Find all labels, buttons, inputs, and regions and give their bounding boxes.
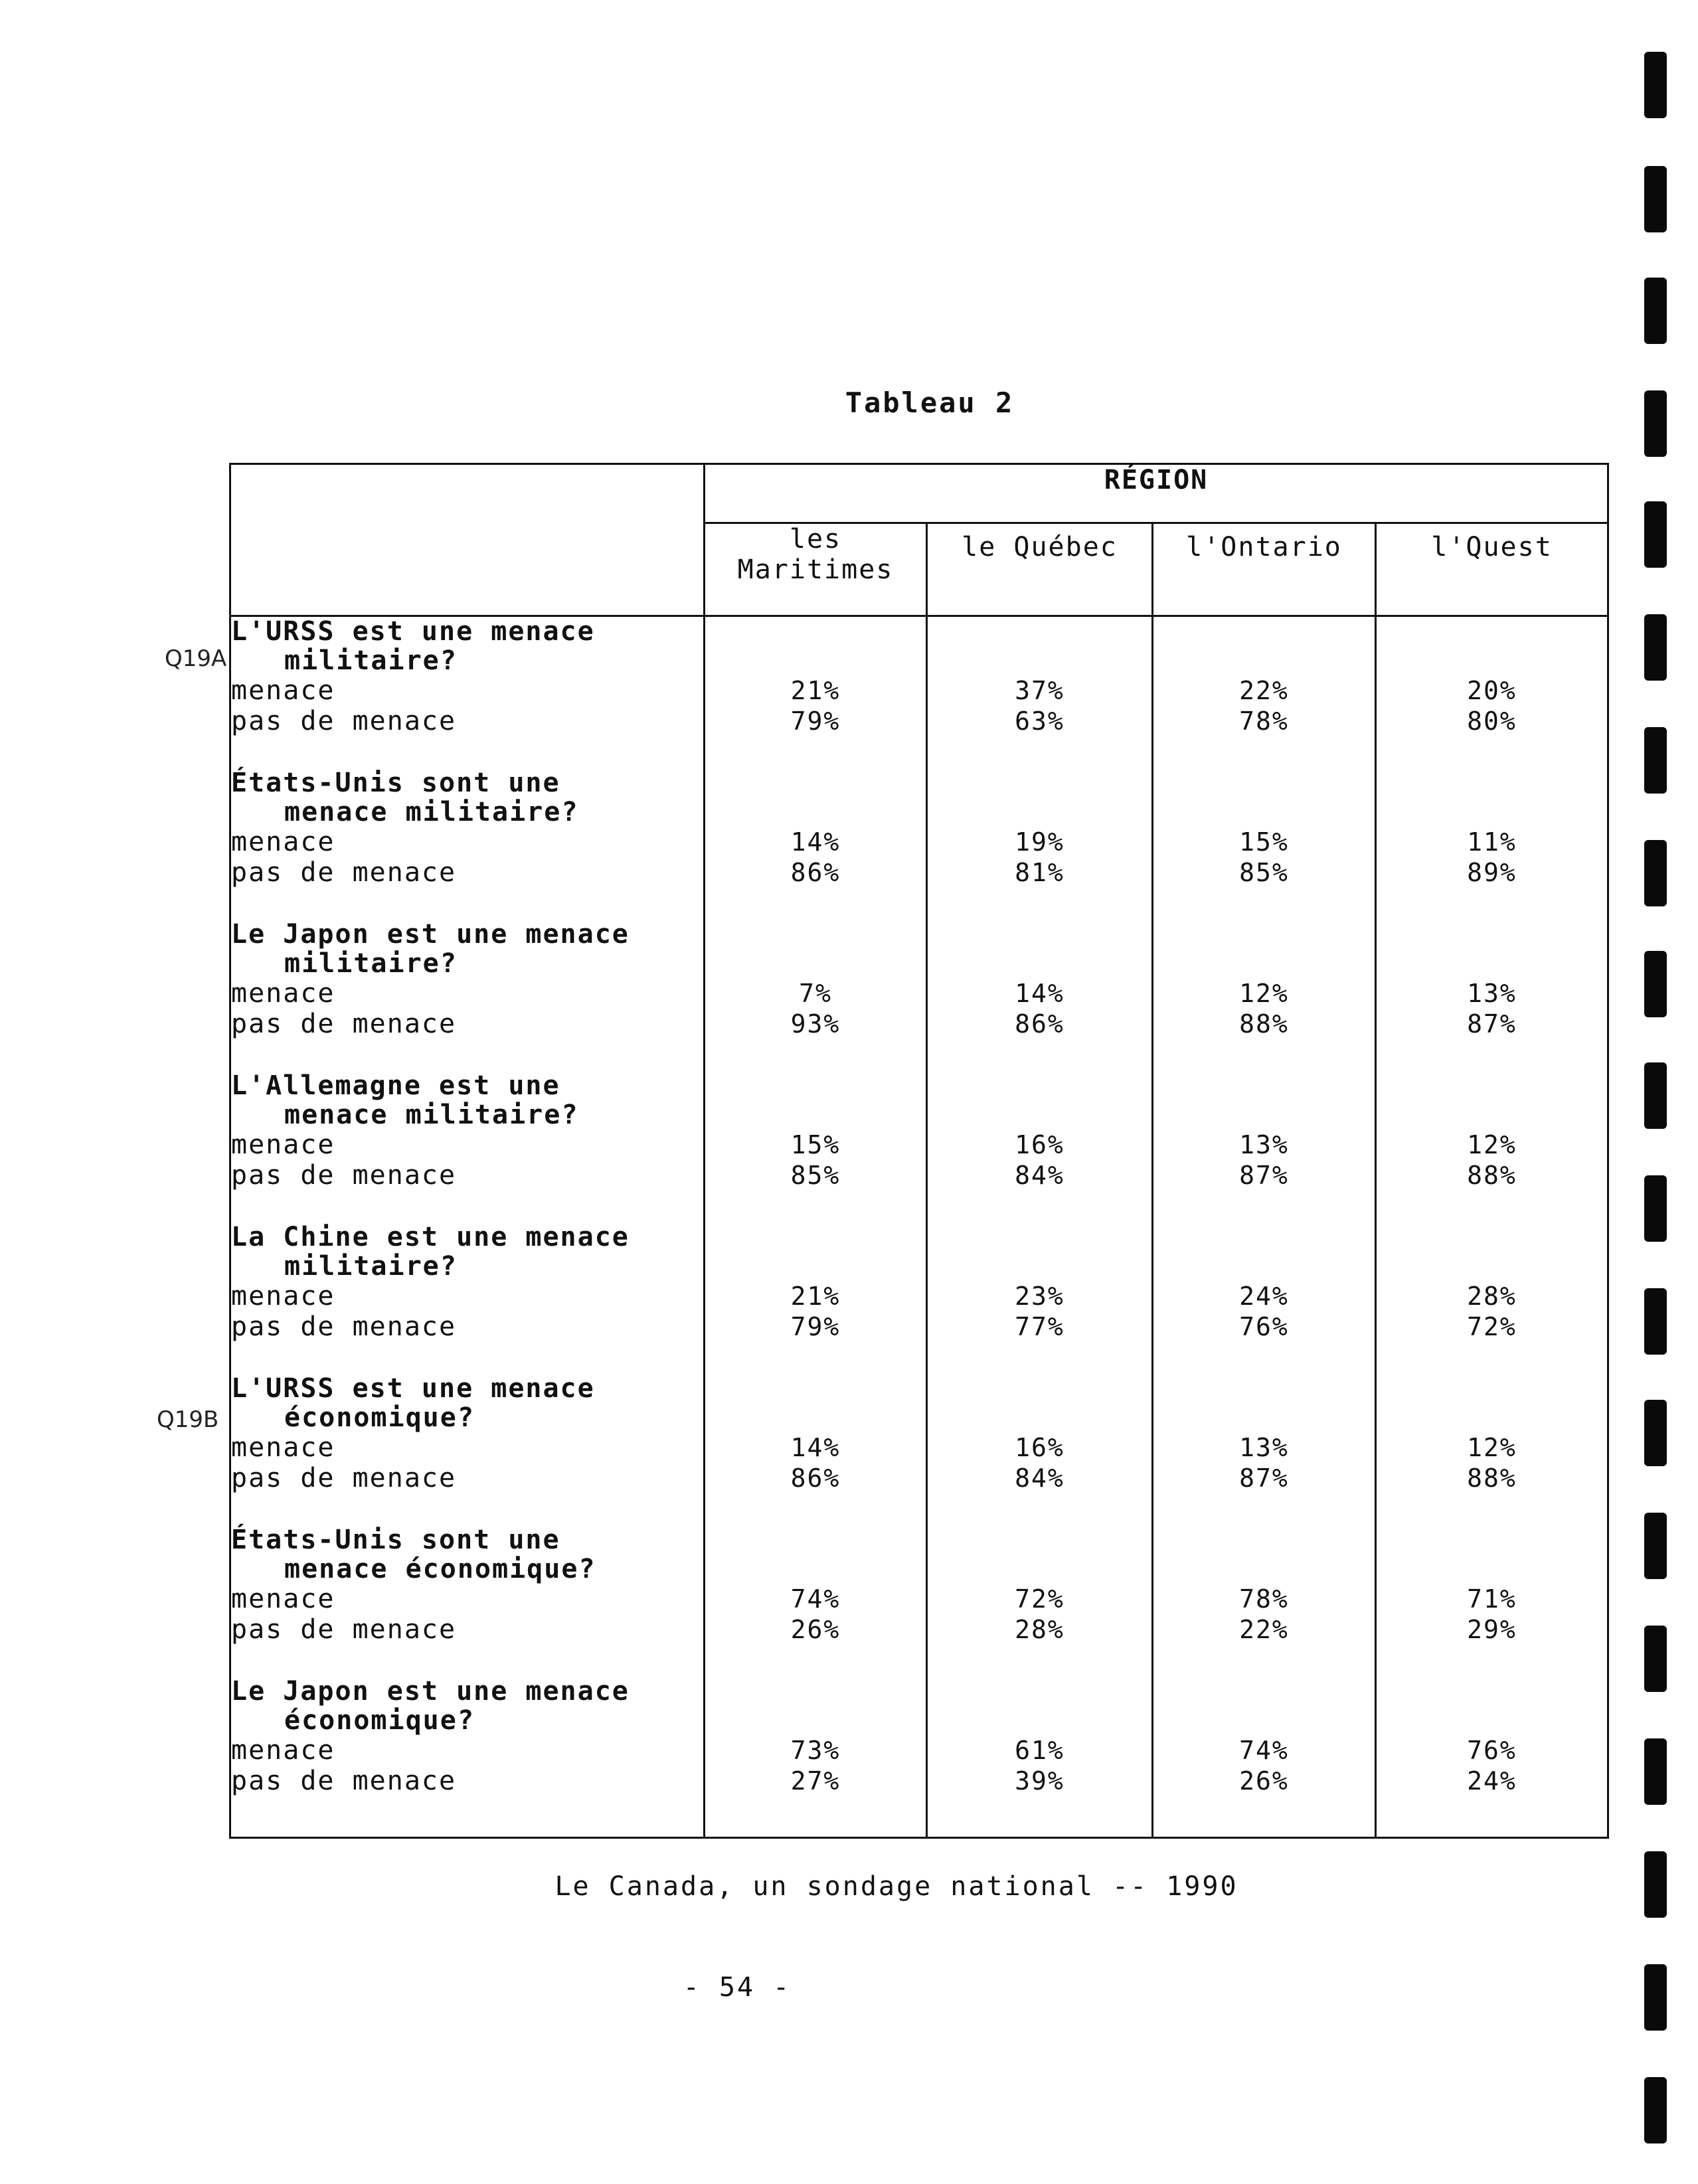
- question-line-2: militaire?: [284, 1251, 458, 1282]
- column-header-line: les: [789, 524, 842, 554]
- value-pas-de-menace: 87%: [1467, 1009, 1517, 1039]
- value-menace: 61%: [1015, 1736, 1064, 1765]
- value-block: [928, 1071, 1151, 1222]
- value-pas-de-menace: 88%: [1239, 1009, 1289, 1039]
- option-label-pas-de-menace: pas de menace: [231, 1009, 457, 1039]
- binder-hole-mark: [1644, 1626, 1667, 1692]
- binder-hole-mark: [1644, 614, 1667, 681]
- binder-hole-mark: [1644, 1851, 1667, 1918]
- option-label-menace: menace: [231, 1584, 335, 1614]
- value-pas-de-menace: 85%: [1239, 858, 1289, 887]
- question-block: [231, 1071, 703, 1222]
- value-menace: 16%: [1015, 1130, 1064, 1159]
- column-header-line: l'Ontario: [1186, 532, 1342, 562]
- binder-hole-mark: [1644, 1964, 1667, 2031]
- value-menace: 78%: [1239, 1584, 1289, 1614]
- value-pas-de-menace: 88%: [1467, 1464, 1517, 1493]
- binder-hole-mark: [1644, 501, 1667, 568]
- option-label-menace: menace: [231, 827, 335, 857]
- option-label-menace: menace: [231, 1130, 335, 1160]
- survey-table: [229, 463, 1607, 1839]
- value-pas-de-menace: 86%: [1015, 1009, 1064, 1039]
- value-block: [1153, 1374, 1375, 1525]
- value-pas-de-menace: 26%: [790, 1615, 841, 1644]
- value-pas-de-menace: 85%: [790, 1161, 841, 1190]
- question-text: [231, 1677, 703, 1735]
- binder-hole-mark: [1644, 840, 1667, 906]
- value-block: [705, 1071, 926, 1222]
- value-pas-de-menace: 86%: [790, 1464, 841, 1493]
- column-header-ouest: [1376, 523, 1608, 616]
- value-block: [1377, 1071, 1607, 1222]
- binder-hole-mark: [1644, 1513, 1667, 1579]
- table-title: Tableau 2: [845, 386, 1015, 419]
- value-menace: 14%: [1015, 979, 1064, 1008]
- value-block: [1153, 617, 1375, 768]
- value-block: [1153, 920, 1375, 1071]
- value-block: [1377, 768, 1607, 920]
- value-pas-de-menace: 63%: [1015, 707, 1064, 736]
- question-line-2: menace militaire?: [284, 1100, 579, 1130]
- option-label-pas-de-menace: pas de menace: [231, 1463, 457, 1493]
- value-menace: 37%: [1015, 676, 1064, 705]
- value-menace: 7%: [799, 979, 832, 1008]
- binder-hole-mark: [1644, 1400, 1667, 1466]
- value-block: [1377, 1525, 1607, 1677]
- value-block: [1377, 1374, 1607, 1525]
- option-label-pas-de-menace: pas de menace: [231, 1160, 457, 1191]
- value-menace: 73%: [790, 1736, 841, 1765]
- value-block: [928, 1374, 1151, 1525]
- value-menace: 74%: [790, 1584, 841, 1614]
- value-menace: 12%: [1467, 1130, 1517, 1159]
- binder-hole-mark: [1644, 1175, 1667, 1242]
- value-pas-de-menace: 29%: [1467, 1615, 1517, 1644]
- column-header-maritimes: [705, 523, 927, 616]
- value-menace: 13%: [1467, 979, 1517, 1008]
- question-line-2: militaire?: [284, 645, 458, 676]
- question-line-2: militaire?: [284, 948, 458, 979]
- option-label-menace: menace: [231, 1432, 335, 1463]
- value-menace: 76%: [1467, 1736, 1517, 1765]
- value-menace: 14%: [790, 827, 841, 857]
- value-pas-de-menace: 78%: [1239, 707, 1289, 736]
- binder-marks: [1644, 0, 1671, 2184]
- value-menace: 12%: [1467, 1433, 1517, 1462]
- question-line-2: économique?: [284, 1705, 475, 1736]
- value-pas-de-menace: 93%: [790, 1009, 841, 1039]
- value-block: [705, 1374, 926, 1525]
- option-label-pas-de-menace: pas de menace: [231, 1311, 457, 1342]
- option-label-menace: menace: [231, 675, 335, 706]
- page-number: - 54 -: [683, 1972, 792, 2003]
- binder-hole-mark: [1644, 390, 1667, 457]
- value-menace: 13%: [1239, 1130, 1289, 1159]
- question-block: [231, 920, 703, 1071]
- value-pas-de-menace: 79%: [790, 707, 841, 736]
- value-block: [705, 920, 926, 1071]
- question-block: [231, 1677, 703, 1828]
- value-menace: 15%: [1239, 827, 1289, 857]
- binder-hole-mark: [1644, 1062, 1667, 1129]
- value-menace: 15%: [790, 1130, 841, 1159]
- value-block: [928, 1525, 1151, 1677]
- question-text: [231, 617, 703, 675]
- question-block: [231, 1525, 703, 1677]
- column-header-line: l'Quest: [1431, 532, 1553, 562]
- value-pas-de-menace: 72%: [1467, 1312, 1517, 1341]
- binder-hole-mark: [1644, 2077, 1667, 2143]
- question-text: [231, 1222, 703, 1281]
- value-menace: 11%: [1467, 827, 1517, 857]
- value-pas-de-menace: 84%: [1015, 1161, 1064, 1190]
- column-header-line: le Québec: [962, 532, 1118, 562]
- value-block: [1153, 1071, 1375, 1222]
- value-block: [1377, 617, 1607, 768]
- value-menace: 13%: [1239, 1433, 1289, 1462]
- value-pas-de-menace: 22%: [1239, 1615, 1289, 1644]
- question-block: [231, 617, 703, 768]
- values-column-quebec: [927, 616, 1153, 1838]
- question-line-1: L'URSS est une menace: [231, 1373, 595, 1404]
- value-pas-de-menace: 79%: [790, 1312, 841, 1341]
- values-column-ontario: [1153, 616, 1376, 1838]
- value-pas-de-menace: 84%: [1015, 1464, 1064, 1493]
- value-menace: 14%: [790, 1433, 841, 1462]
- value-menace: 21%: [790, 1282, 841, 1311]
- value-pas-de-menace: 26%: [1239, 1766, 1289, 1796]
- option-label-menace: menace: [231, 978, 335, 1009]
- binder-hole-mark: [1644, 1738, 1667, 1805]
- option-label-pas-de-menace: pas de menace: [231, 1766, 457, 1796]
- value-block: [1153, 768, 1375, 920]
- values-column-maritimes: [705, 616, 927, 1838]
- value-block: [705, 1677, 926, 1828]
- question-line-1: Le Japon est une menace: [231, 919, 630, 950]
- value-pas-de-menace: 39%: [1015, 1766, 1064, 1796]
- value-pas-de-menace: 24%: [1467, 1766, 1517, 1796]
- value-pas-de-menace: 28%: [1015, 1615, 1064, 1644]
- value-pas-de-menace: 80%: [1467, 707, 1517, 736]
- value-pas-de-menace: 76%: [1239, 1312, 1289, 1341]
- value-block: [928, 1222, 1151, 1374]
- binder-hole-mark: [1644, 52, 1667, 118]
- question-line-1: États-Unis sont une: [231, 768, 560, 798]
- question-text: [231, 768, 703, 827]
- value-menace: 71%: [1467, 1584, 1517, 1614]
- table-corner-cell: [230, 464, 705, 616]
- binder-hole-mark: [1644, 951, 1667, 1017]
- value-menace: 16%: [1015, 1433, 1064, 1462]
- option-label-pas-de-menace: pas de menace: [231, 706, 457, 736]
- value-menace: 24%: [1239, 1282, 1289, 1311]
- value-pas-de-menace: 86%: [790, 858, 841, 887]
- value-block: [1377, 920, 1607, 1071]
- value-block: [1377, 1222, 1607, 1374]
- value-menace: 12%: [1239, 979, 1289, 1008]
- value-menace: 74%: [1239, 1736, 1289, 1765]
- value-block: [928, 768, 1151, 920]
- value-menace: 28%: [1467, 1282, 1517, 1311]
- question-block: [231, 1222, 703, 1374]
- option-label-pas-de-menace: pas de menace: [231, 857, 457, 888]
- question-text: [231, 1071, 703, 1130]
- question-code-q19b: Q19B: [157, 1406, 219, 1433]
- question-line-2: menace militaire?: [284, 797, 579, 827]
- option-label-pas-de-menace: pas de menace: [231, 1614, 457, 1645]
- binder-hole-mark: [1644, 278, 1667, 344]
- value-menace: 20%: [1467, 676, 1517, 705]
- value-menace: 21%: [790, 676, 841, 705]
- question-block: [231, 1374, 703, 1525]
- footer-caption: Le Canada, un sondage national -- 1990: [554, 1871, 1238, 1902]
- column-header-quebec: [927, 523, 1153, 616]
- value-pas-de-menace: 27%: [790, 1766, 841, 1796]
- value-block: [705, 768, 926, 920]
- column-header-line: Maritimes: [737, 554, 894, 585]
- value-menace: 19%: [1015, 827, 1064, 857]
- question-block: [231, 768, 703, 920]
- question-text: [231, 1374, 703, 1432]
- value-block: [928, 1677, 1151, 1828]
- value-block: [928, 920, 1151, 1071]
- question-line-1: L'URSS est une menace: [231, 616, 595, 647]
- question-code-q19a: Q19A: [165, 645, 227, 672]
- value-pas-de-menace: 89%: [1467, 858, 1517, 887]
- question-line-1: États-Unis sont une: [231, 1525, 560, 1555]
- question-column: [230, 616, 705, 1838]
- value-block: [705, 1525, 926, 1677]
- value-menace: 72%: [1015, 1584, 1064, 1614]
- value-block: [705, 617, 926, 768]
- value-pas-de-menace: 87%: [1239, 1464, 1289, 1493]
- question-line-1: La Chine est une menace: [231, 1222, 630, 1252]
- value-pas-de-menace: 87%: [1239, 1161, 1289, 1190]
- column-header-ontario: [1153, 523, 1376, 616]
- value-block: [1153, 1525, 1375, 1677]
- value-block: [1153, 1677, 1375, 1828]
- value-menace: 22%: [1239, 676, 1289, 705]
- question-text: [231, 920, 703, 978]
- value-pas-de-menace: 88%: [1467, 1161, 1517, 1190]
- binder-hole-mark: [1644, 166, 1667, 232]
- value-block: [1377, 1677, 1607, 1828]
- binder-hole-mark: [1644, 1288, 1667, 1355]
- question-line-1: L'Allemagne est une: [231, 1070, 560, 1101]
- question-line-2: économique?: [284, 1402, 475, 1433]
- question-line-1: Le Japon est une menace: [231, 1676, 630, 1707]
- value-block: [705, 1222, 926, 1374]
- value-block: [1153, 1222, 1375, 1374]
- option-label-menace: menace: [231, 1281, 335, 1311]
- value-menace: 23%: [1015, 1282, 1064, 1311]
- question-text: [231, 1525, 703, 1584]
- binder-hole-mark: [1644, 727, 1667, 794]
- question-line-2: menace économique?: [284, 1554, 596, 1584]
- option-label-menace: menace: [231, 1735, 335, 1766]
- value-pas-de-menace: 77%: [1015, 1312, 1064, 1341]
- values-column-ouest: [1376, 616, 1608, 1838]
- value-pas-de-menace: 81%: [1015, 858, 1064, 887]
- value-block: [928, 617, 1151, 768]
- region-header: RÉGION: [705, 464, 1608, 523]
